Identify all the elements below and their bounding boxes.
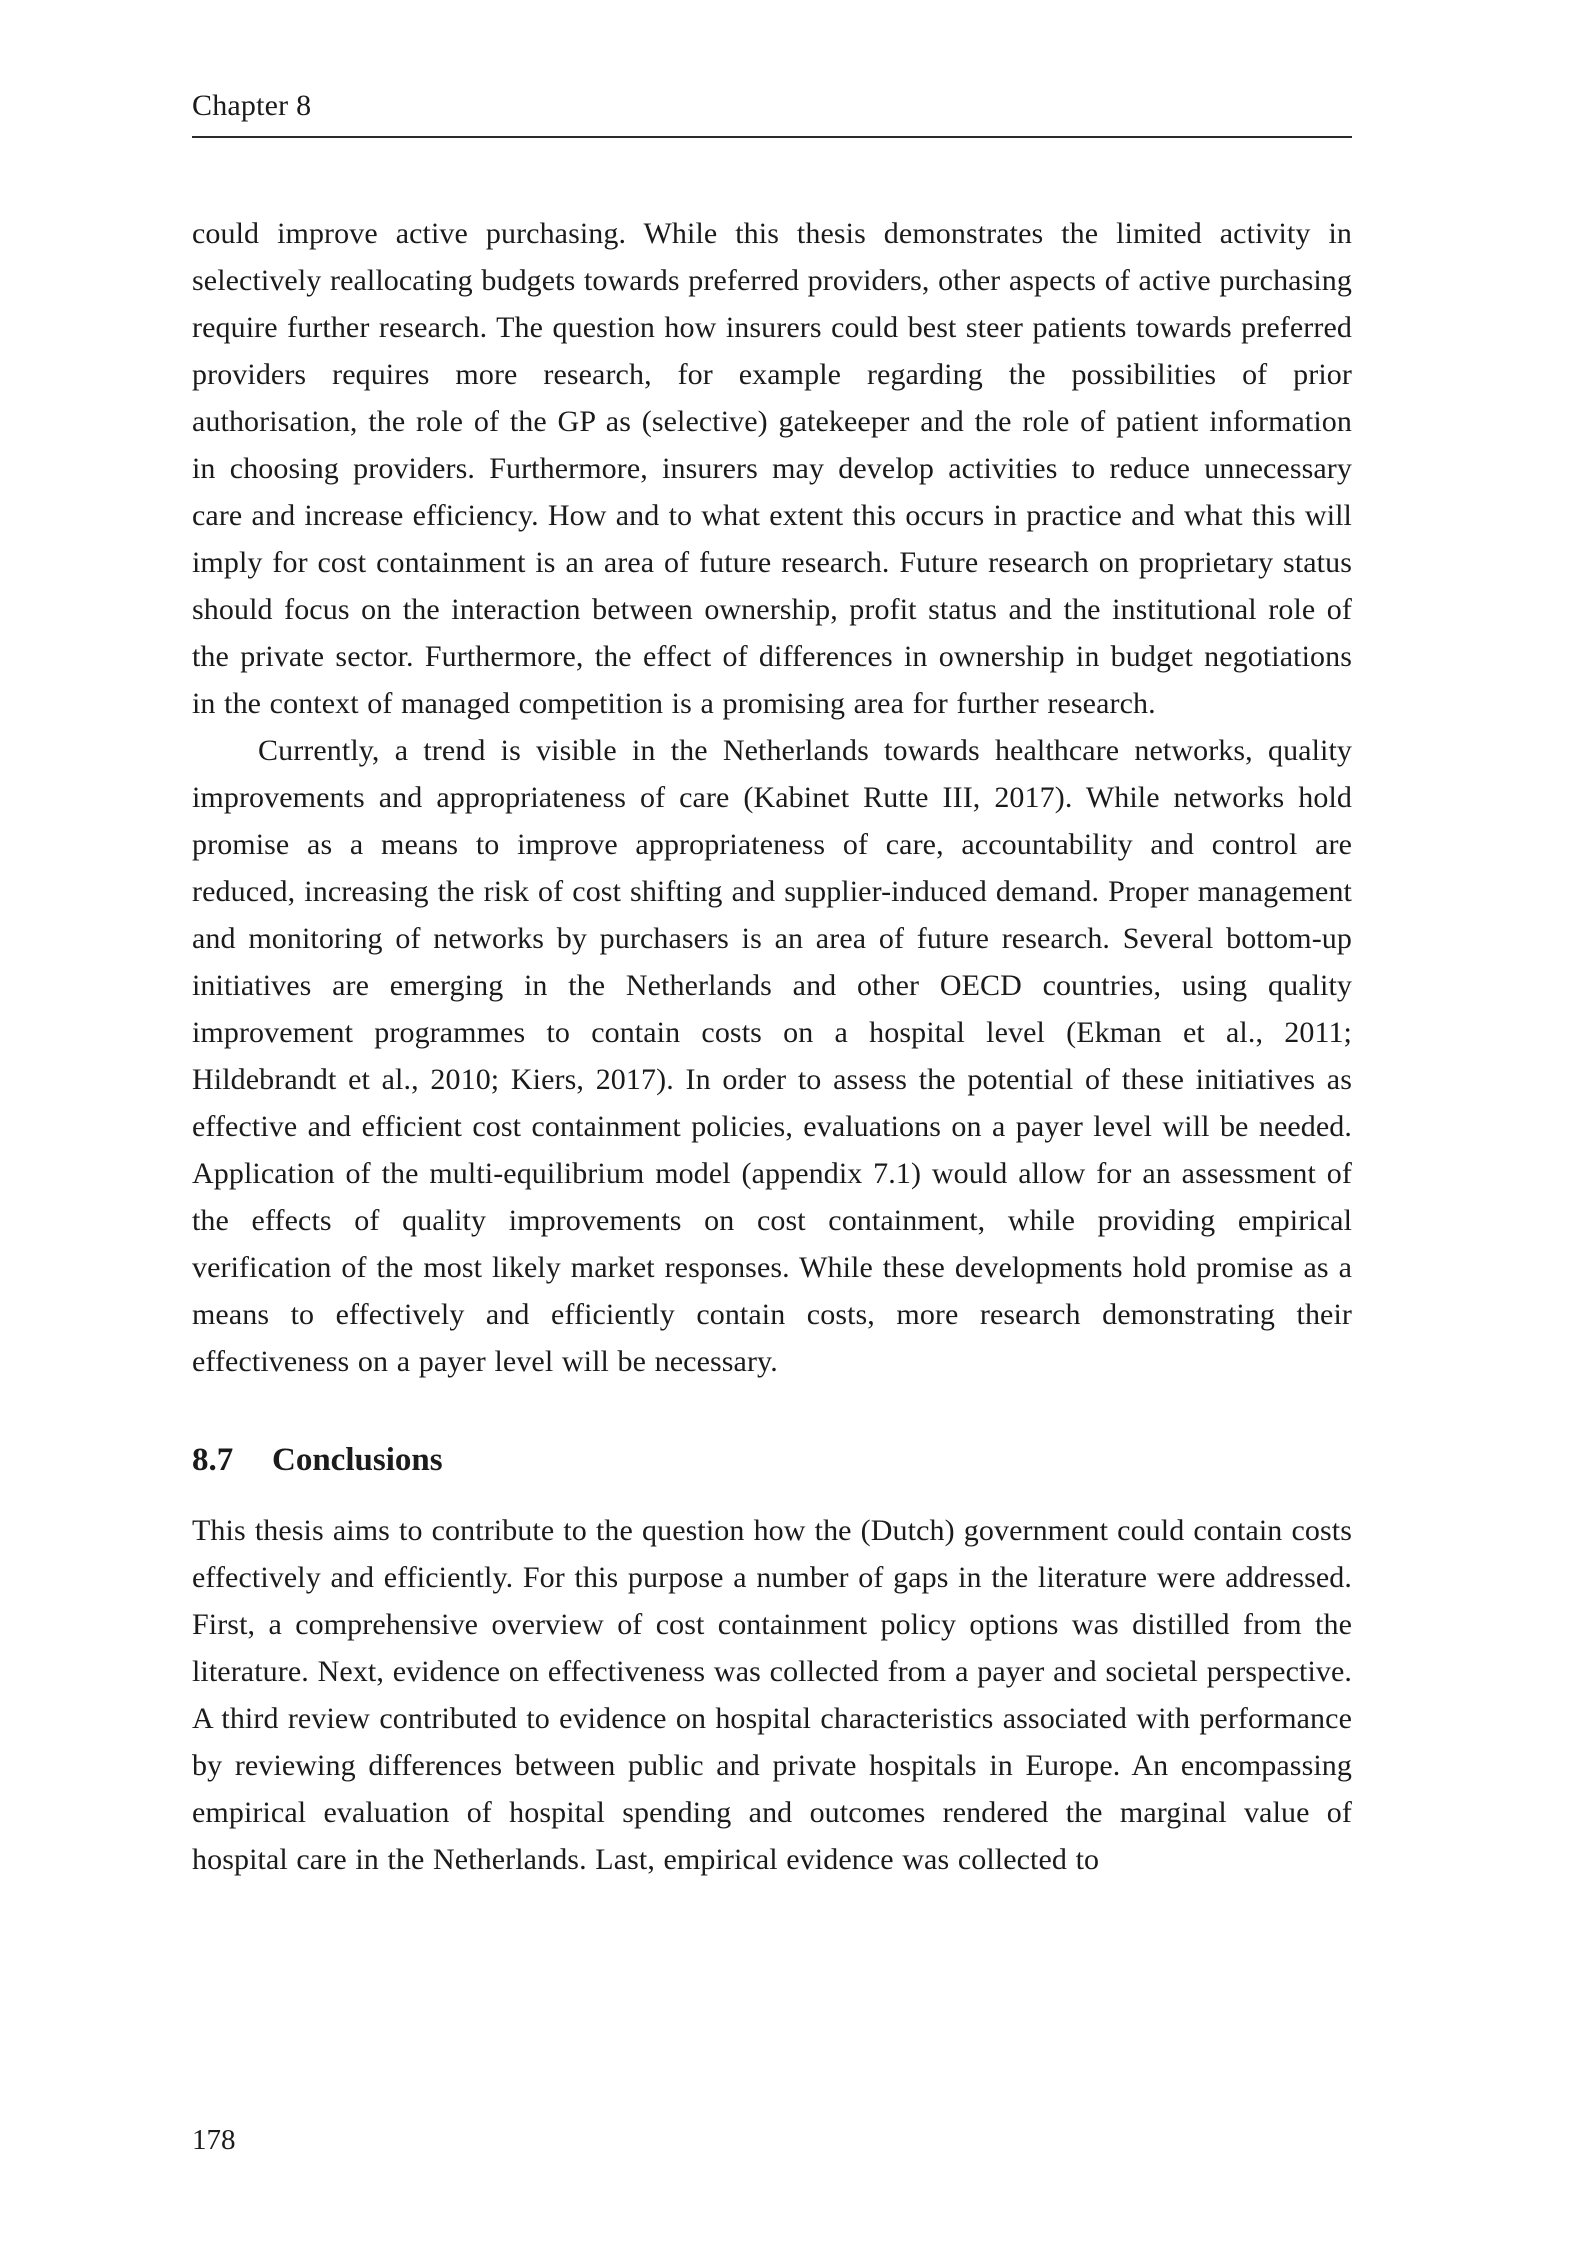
section-number: 8.7: [192, 1442, 234, 1478]
section-heading: [192, 1439, 1352, 1481]
body-paragraph: could improve active purchasing. While this thesis demonstrates the limited activity in selectively reallocating budgets towards preferred providers, other aspects of active purchasing require further research. The question how insurers could best steer patients towards preferred providers requires more research, for example regarding the possibilities of prior authorisation, the role of the GP as (selective) gatekeeper and the role of patient information in choosing providers. Furthermore, insurers may develop activities to reduce unnecessary care and increase efficiency. How and to what extent this occurs in practice and what this will imply for cost containment is an area of future research. Future research on proprietary status should focus on the interaction between ownership, profit status and the institutional role of the private sector. Furthermore, the effect of differences in ownership in budget negotiations in the context of managed competition is a promising area for further research.: [192, 217, 1352, 720]
page-content: [192, 86, 1352, 1883]
body-text: [192, 210, 1352, 1883]
page-number: 178: [192, 2124, 236, 2156]
chapter-header: Chapter 8: [192, 86, 1352, 138]
body-paragraph: This thesis aims to contribute to the question how the (Dutch) government could contain costs effectively and efficiently. For this purpose a number of gaps in the literature were addressed. First, a comprehensive overview of cost containment policy options was distilled from the literature. Next, evidence on effectiveness was collected from a payer and societal perspective. A third review contributed to evidence on hospital characteristics associated with performance by reviewing differences between public and private hospitals in Europe. An encompassing empirical evaluation of hospital spending and outcomes rendered the marginal value of hospital care in the Netherlands. Last, empirical evidence was collected to: [192, 1514, 1352, 1876]
section-title: Conclusions: [272, 1442, 443, 1478]
body-paragraph: Currently, a trend is visible in the Netherlands towards healthcare networks, quality improvements and appropriateness of care (Kabinet Rutte III, 2017). While networks hold promise as a means to improve appropriateness of care, accountability and control are reduced, increasing the risk of cost shifting and supplier-induced demand. Proper management and monitoring of networks by purchasers is an area of future research. Several bottom-up initiatives are emerging in the Netherlands and other OECD countries, using quality improvement programmes to contain costs on a hospital level (Ekman et al., 2011; Hildebrandt et al., 2010; Kiers, 2017). In order to assess the potential of these initiatives as effective and efficient cost containment policies, evaluations on a payer level will be needed. Application of the multi-equilibrium model (appendix 7.1) would allow for an assessment of the effects of quality improvements on cost containment, while providing empirical verification of the most likely market responses. While these developments hold promise as a means to effectively and efficiently contain costs, more research demonstrating their effectiveness on a payer level will be necessary.: [192, 734, 1352, 1378]
